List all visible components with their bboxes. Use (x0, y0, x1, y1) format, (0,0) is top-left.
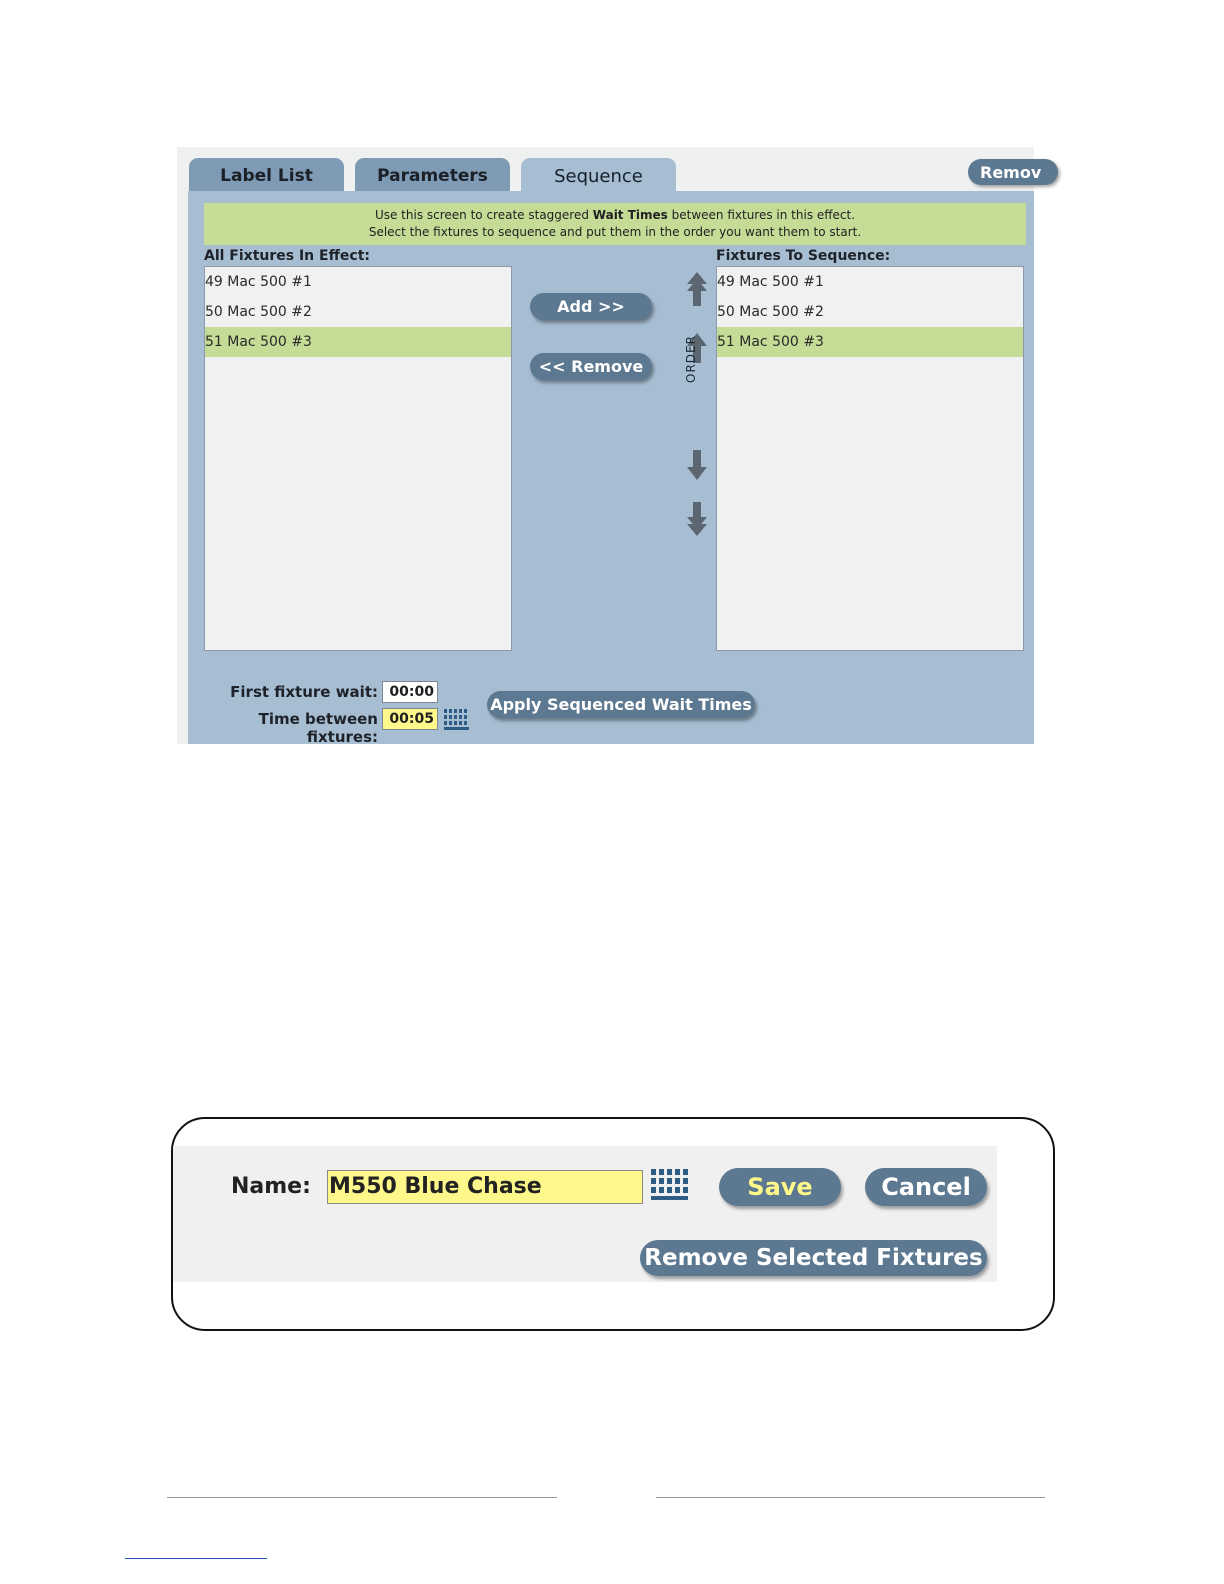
apply-wait-times-button[interactable]: Apply Sequenced Wait Times (487, 691, 755, 718)
tab-parameters[interactable]: Parameters (355, 158, 510, 194)
first-wait-label: First fixture wait: (230, 683, 378, 701)
instructions-line-1: Use this screen to create staggered Wait Times between fixtures in this effect. (374, 208, 856, 222)
move-to-bottom-icon[interactable] (685, 501, 709, 537)
list-item[interactable]: 50 Mac 500 #2 (717, 304, 824, 320)
remove-selected-fixtures-button[interactable]: Remove Selected Fixtures (640, 1240, 987, 1276)
move-down-icon[interactable] (685, 446, 709, 482)
cancel-button[interactable]: Cancel (865, 1168, 987, 1206)
name-form-frame (171, 1117, 1055, 1331)
name-label: Name: (231, 1174, 311, 1199)
footer-divider-right (656, 1497, 1045, 1498)
sequence-fixtures-list[interactable] (716, 266, 1024, 651)
instructions-line-2: Select the fixtures to sequence and put them in the order you want them to start. (368, 225, 862, 239)
remove-button[interactable]: << Remove (530, 353, 652, 380)
list-item[interactable]: 49 Mac 500 #1 (717, 274, 824, 290)
add-button[interactable]: Add >> (530, 293, 652, 320)
sequence-fixtures-title: Fixtures To Sequence: (716, 248, 891, 264)
footer-divider-left (167, 1497, 557, 1498)
save-button[interactable]: Save (719, 1168, 841, 1206)
all-fixtures-list[interactable] (204, 266, 512, 651)
tab-sequence[interactable]: Sequence (521, 158, 676, 194)
order-label: ORDER (684, 335, 698, 383)
list-item[interactable]: 50 Mac 500 #2 (205, 304, 312, 320)
sequence-screen (177, 147, 1042, 746)
list-item[interactable]: 49 Mac 500 #1 (205, 274, 312, 290)
keypad-icon[interactable] (651, 1169, 689, 1200)
move-to-top-icon[interactable] (685, 271, 709, 307)
name-input[interactable]: M550 Blue Chase (327, 1170, 643, 1204)
time-between-label: Time between fixtures: (258, 710, 378, 746)
list-item[interactable]: 51 Mac 500 #3 (205, 327, 511, 357)
all-fixtures-title: All Fixtures In Effect: (204, 248, 371, 264)
name-form-panel (173, 1146, 997, 1282)
tab-label-list[interactable]: Label List (189, 158, 344, 194)
list-item[interactable]: 51 Mac 500 #3 (717, 327, 1023, 357)
footer-link-underline (125, 1558, 267, 1559)
instructions-banner (204, 203, 1026, 245)
time-between-field[interactable]: 00:05 (382, 708, 438, 730)
sequence-panel (188, 191, 1034, 744)
keypad-icon[interactable] (444, 709, 470, 730)
remove-button-truncated[interactable]: Remov (968, 159, 1058, 185)
first-wait-field[interactable]: 00:00 (382, 681, 438, 703)
